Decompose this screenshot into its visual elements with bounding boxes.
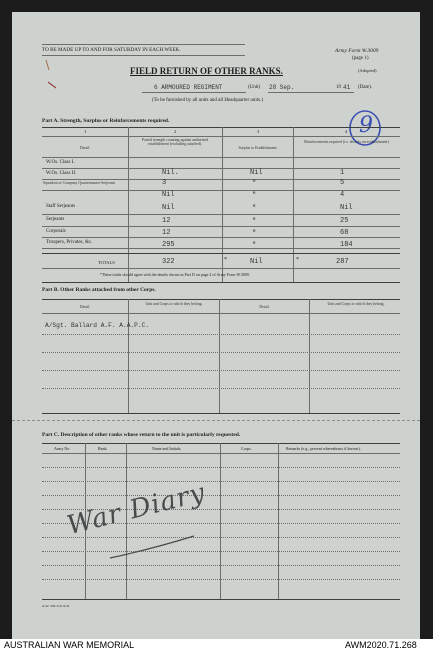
part-a-col-3	[293, 127, 294, 283]
part-b-col-1	[128, 299, 129, 413]
part-c-rule	[42, 467, 400, 468]
col-num-1: 1	[84, 129, 87, 134]
form-sheet	[12, 12, 420, 639]
year-value: 41	[343, 84, 351, 91]
part-c-title: Part C. Description of other ranks whose return to the unit is particularly requested.	[42, 432, 241, 438]
instruction-text: TO BE MADE UP TO AND FOR SATURDAY IN EACH WEEK.	[42, 47, 181, 53]
row-posted: 12	[162, 217, 171, 225]
col-num-4: 4	[345, 129, 348, 134]
row-rule	[42, 237, 400, 238]
row-reinf: 5	[340, 179, 345, 187]
row-detail: Troopers, Privates, &c.	[46, 240, 93, 245]
part-b-header-unit-2: Unit and Corps to which they belong.	[327, 302, 385, 306]
row-rule	[42, 190, 400, 191]
part-c-bottom-rule	[42, 599, 400, 600]
part-b-top-rule	[42, 299, 400, 300]
part-b-header-unit: Unit and Corps to which they belong.	[145, 302, 203, 306]
row-posted: Nil.	[162, 169, 179, 177]
header-reinf: Reinforcements required (i.e. deficits on establishment).	[304, 140, 390, 144]
date-value: 28 Sep.	[269, 84, 295, 91]
underline-stroke	[110, 536, 194, 558]
col-num-rule	[42, 136, 400, 137]
furnish-note: (To be furnished by all units and all Headquarter units.)	[152, 98, 264, 103]
totals-reinf: 287	[336, 258, 349, 266]
totals-star-1: *	[224, 257, 227, 263]
date-underline	[268, 92, 354, 93]
part-b-entry: A/Sgt. Ballard A.F. A.A.P.C.	[45, 322, 149, 329]
row-detail: W.Os. Class I.	[46, 160, 75, 165]
row-rule	[42, 226, 400, 227]
row-reinf: 68	[340, 229, 349, 237]
part-c-rule	[42, 565, 400, 566]
part-c-header-corps: Corps.	[241, 446, 252, 451]
handwriting: War Diary	[64, 477, 209, 542]
row-reinf: 184	[340, 241, 353, 249]
archive-footer	[0, 639, 433, 653]
pen-stroke-2	[48, 82, 56, 88]
part-a-top-rule	[42, 127, 400, 128]
row-detail: Staff Serjeants	[46, 204, 76, 209]
part-c-header-rule	[42, 453, 400, 454]
header-detail: Detail.	[79, 146, 91, 150]
row-reinf: 1	[340, 169, 345, 177]
header-posted: Posted strength counting against authorized establishment (excluding attached).	[141, 138, 209, 147]
col-num-2: 2	[174, 129, 177, 134]
unit-underline	[142, 92, 246, 93]
row-rule	[42, 168, 400, 169]
row-posted: 295	[162, 241, 175, 249]
part-c-rule	[42, 481, 400, 482]
part-b-rule	[42, 370, 400, 371]
date-label: (Date).	[358, 85, 373, 90]
row-posted: 12	[162, 229, 171, 237]
part-c-header-remarks: Remarks (e.g., present whereabouts if known).	[286, 446, 361, 451]
part-a-col-2	[222, 127, 223, 283]
form-code: A.W. 336 3/41 6/41	[42, 604, 70, 608]
row-surplus: Nil	[250, 169, 263, 177]
part-c-rule	[42, 579, 400, 580]
totals-bottom-rule	[42, 268, 400, 269]
army-form-label: Army Form W.3009	[335, 48, 379, 54]
row-detail: W.Os. Class II.	[46, 171, 77, 176]
part-b-col-2	[219, 299, 220, 413]
part-b-header-detail-2: Detail.	[259, 305, 270, 309]
part-c-header-name: Name and Initials.	[152, 446, 182, 451]
totals-label: TOTALS	[98, 260, 115, 265]
row-rule	[42, 179, 400, 180]
pen-stroke-1	[46, 60, 49, 70]
year-prefix: 19	[336, 85, 341, 90]
row-detail: Squadron or Company Quartermaster-Serjeants	[43, 181, 116, 185]
row-posted: 3	[162, 179, 167, 187]
part-a-title: Part A. Strength, Surplus or Reinforcements required.	[42, 118, 170, 124]
handwriting-underline	[108, 532, 198, 562]
part-b-rule	[42, 388, 400, 389]
archive-name: AUSTRALIAN WAR MEMORIAL	[4, 640, 135, 650]
totals-posted: 322	[162, 258, 175, 266]
totals-top-rule	[42, 253, 400, 254]
part-c-rule	[42, 495, 400, 496]
row-rule	[42, 214, 400, 215]
unit-value: 6 ARMOURED REGIMENT	[154, 84, 223, 91]
instruction-top-rule	[42, 44, 245, 45]
part-a-col-1	[128, 127, 129, 283]
totals-surplus: Nil	[250, 258, 263, 266]
row-reinf: 25	[340, 217, 349, 225]
header-rule	[42, 157, 400, 158]
row-surplus: "	[252, 205, 257, 213]
archive-id: AWM2020.71.268	[345, 640, 417, 650]
row-detail: Corporals	[46, 229, 66, 234]
form-title: FIELD RETURN OF OTHER RANKS.	[130, 66, 283, 76]
part-a-bottom-rule	[42, 282, 400, 283]
fold-line	[12, 420, 420, 421]
row-posted: Nil	[162, 191, 175, 199]
pen-marks	[40, 56, 70, 96]
part-b-header-rule	[42, 313, 400, 314]
part-b-title: Part B. Other Ranks attached from other Corps.	[42, 287, 156, 293]
adopted-label: (Adopted)	[358, 68, 377, 73]
totals-star-2: *	[296, 257, 299, 263]
header-surplus: Surplus to Establishment.	[238, 146, 278, 150]
part-c-top-rule	[42, 443, 400, 444]
part-b-header-detail: Detail.	[79, 305, 91, 309]
col-num-3: 3	[257, 129, 260, 134]
row-detail: Serjeants	[46, 217, 65, 222]
totals-note: *These totals should agree with the details shown in Part D on page 2 of Army Form W.3009.	[100, 272, 250, 277]
row-surplus: "	[252, 230, 257, 238]
circled-number: 9	[359, 113, 373, 138]
page-label: (page 1)	[352, 56, 369, 61]
row-surplus: "	[252, 192, 257, 200]
part-b-rule	[42, 334, 400, 335]
row-reinf: 4	[340, 191, 345, 199]
instruction-bottom-rule	[42, 55, 245, 56]
part-c-header-armyno: Army No.	[54, 446, 71, 451]
part-b-rule	[42, 352, 400, 353]
row-posted: Nil	[162, 204, 175, 212]
part-b-col-3	[309, 299, 310, 413]
row-surplus: "	[252, 218, 257, 226]
part-c-rule	[42, 551, 400, 552]
part-c-rule	[42, 537, 400, 538]
part-b-bottom-rule	[42, 413, 400, 414]
row-surplus: "	[252, 180, 257, 188]
row-reinf: Nil	[340, 204, 353, 212]
unit-label: (Unit)	[248, 85, 261, 90]
part-c-header-rank: Rank.	[98, 446, 108, 451]
row-surplus: "	[252, 242, 257, 250]
